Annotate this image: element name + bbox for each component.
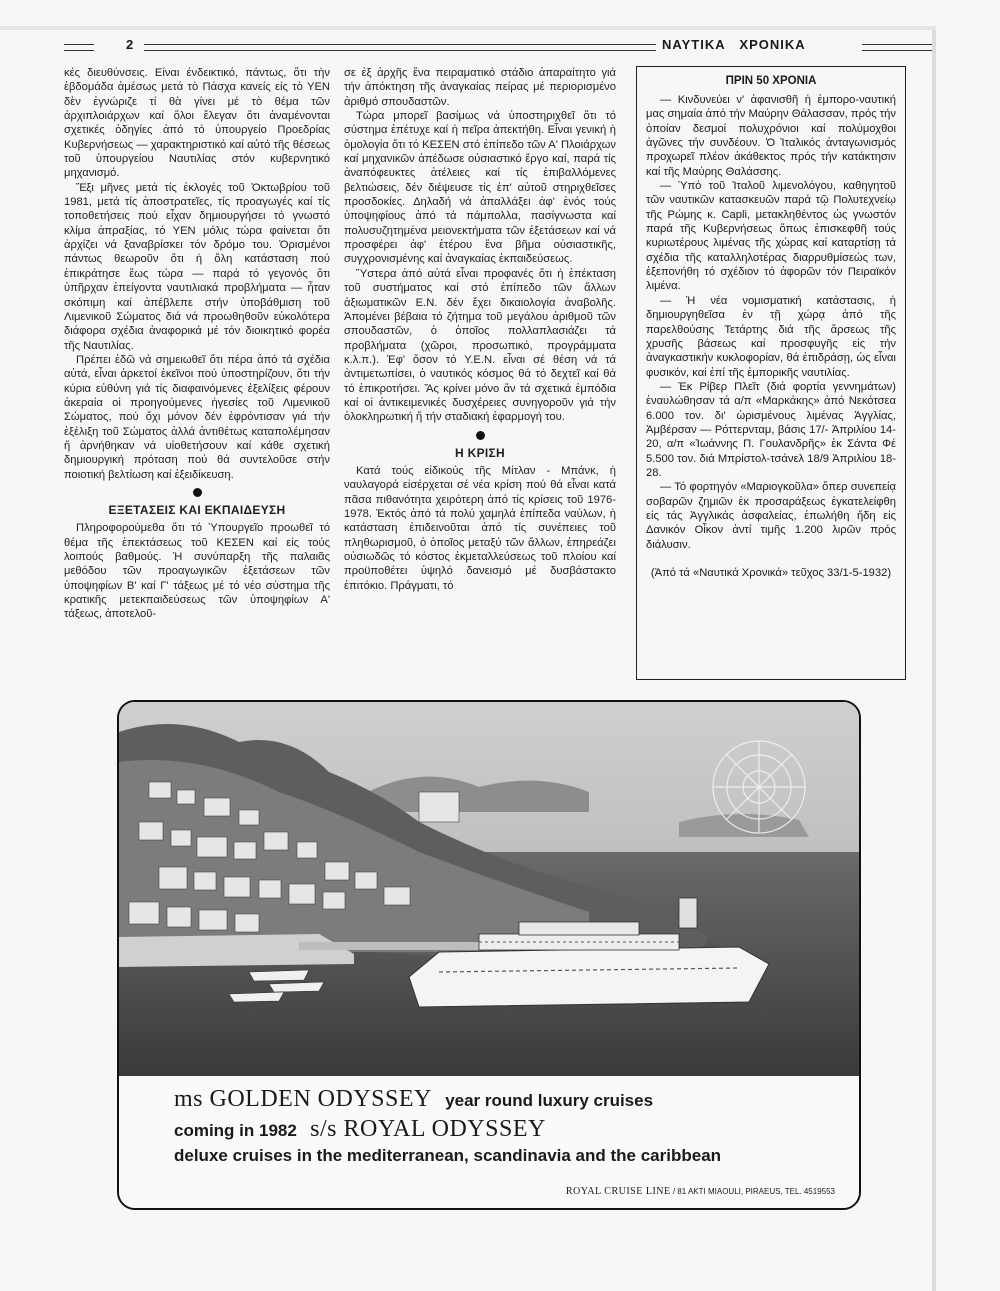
page-number: 2 [126, 37, 134, 52]
page-header [64, 36, 932, 58]
box-source-citation: (Ἀπό τά «Ναυτικά Χρονικά» τεῦχος 33/1-5-1932) [650, 567, 892, 579]
company-name: ROYAL CRUISE LINE [565, 1186, 671, 1197]
box-paragraph: — Ἐκ Ρίβερ Πλεῖτ (διά φορτία γεννημάτων) ἐναυλώθησαν τά α/π «Μαρκάκης» ἀπό Νεκότσεα 6.000 τον. δι' ὡρισμένους λιμένας Ἀγγλίας, Ἀμβέρσαν — Ρόττερνταμ, βάσις 17/- Ἀπριλίου 14-20, α/π «Ἰωάννης Π. Γουλανδρῆς» ἐκ Σάντα Φέ 5.500 τον. διά Μπρίστολ-τσάνελ 18/9 Ἀπριλίου 18-28. [646, 380, 896, 479]
box-paragraph: — Τό φορτηγόν «Μαριογκοῦλα» ὅπερ συνεπείᾳ σοβαρῶν ζημιῶν ἐκ προσαράξεως ἐγκατελείφθη εἰς τάς Ἀγγλικάς ἀσφαλείας, ἐπωλήθη ἤδη εἰς Δανικόν Οἶκον ἀντί τιμῆς 1.200 λιρῶν πρός διάλυσιν. [646, 481, 896, 551]
col2-paragraph: Κατά τούς εἰδικούς τῆς Μίτλαν - Μπάνκ, ἡ ναυλαγορά εἰσέρχεται σέ νέα κρίση πού θά εἶναι κατά πᾶσα πιθανότητα χειρότερη ἀπό τίς κρίσεις τοῦ 1976-1978. Ἐκτός ἀπό τά πολύ χαμηλά ἐπίπεδα ναύλων, ἡ κατάσταση ἐπιδεινοῦται ἀπό τίς συνέπειες τοῦ πληθωρισμοῦ, ὁ ὁποῖος μεταξύ τῶν ἄλλων, ἐπηρεάζει οὐσιωδῶς τό κόστος ἐκμεταλλεύσεως τοῦ πλοίου καί προϋποθέτει ὑψηλό δανεισμό μέ δυσβάστακτο ἐπιτόκιο. Πράγματι, τό [344, 464, 616, 592]
ship-name-golden-odyssey: ms GOLDEN ODYSSEY [174, 1086, 432, 1112]
ship-name-royal-odyssey: s/s ROYAL ODYSSEY [310, 1116, 546, 1142]
header-rule-middle [144, 44, 656, 51]
box-paragraph: — Ὑπό τοῦ Ἰταλοῦ λιμενολόγου, καθηγητοῦ τῶν ναυτικῶν κατασκευῶν παρά τῷ Πολυτεχνείῳ τῆς Ρώμης κ. Capli, μετακληθέντος ὡς γνωστόν παρά τῆς Κυβερνήσεως ὅπως ἐπισκεφθῆ τούς κυριωτέρους λιμένας τῆς χώρας καί καταρτίσῃ τά σχέδια τῆς καταλληλοτέρας διαρρυθμίσεώς των, ἐξεπονήθη τό σχέδιον τό ἀφορῶν τόν Πειραϊκόν λιμένα. [646, 180, 896, 293]
col2-paragraph: Τώρα μπορεῖ βασίμως νά ὑποστηριχθεῖ ὅτι τό σύστημα ἐπέτυχε καί ἡ πεῖρα ἀπεκτήθη. Εἶναι γενική ἡ ὁμολογία ὅτι τό ΚΕΣΕΝ στό ἐπίπεδο τῶν Α' Πλοιάρχων καί μηχανικῶν ἀπέδωσε οὐσιαστικό ἔργο καί, παρά τίς ἀναπόφευκτες ἀτέλειες καί τίς ἐπιβαλλόμενες βελτιώσεις, δέν διέψευσε τίς ἐπ' αὐτοῦ στηριχθεῖσες προσδοκίες. Δηλαδή νά ἀπαλλάξει ἀφ' ἑνός τούς ὑποψηφίους ἀπό τά πάμπολλα, πασίγνωστα καί πολυσυζητημένα μειονεκτήματα τῶν ἐξετάσεων καί νά προσφέρει ἀφ' ἑτέρου ἕνα βῆμα οὐσιαστικῆς, συγχρονισμένης καί ἀναγκαίας ἐκπαιδεύσεως. [344, 110, 616, 266]
col2-paragraph: σε ἐξ ἀρχῆς ἕνα πειραματικό στάδιο ἀπαραίτητο γιά τήν ἀπόκτηση τῆς ἀναγκαίας πείρας μέ περιορισμένο ἀριθμό σπουδαστῶν. [344, 67, 616, 108]
box-paragraph: — Ἡ νέα νομισματική κατάστασις, ἡ δημιουργηθεῖσα ἐν τῇ χώρᾳ ἀπό τῆς παρελθούσης Τετάρτης διά τῆς ἄρσεως τῆς χρυσῆς βάσεως καί προσφυγῆς εἰς τήν ἀναγκαστικήν κυκλοφορίαν, θά ἐπιδράσῃ, ὡς εἶναι φυσικόν, καί ἐπί τῆς ἐμπορικῆς ναυτιλίας. [646, 294, 896, 379]
scan-edge-top [0, 26, 936, 30]
header-rule-left [64, 44, 94, 51]
box-paragraph: — Κινδυνεύει ν' ἀφανισθῆ ἡ ἐμπορο-ναυτική μας σημαία ἀπό τήν Μαύρην Θάλασσαν, πρός τήν ὁποίαν δεσμοί πολυχρόνιοι καί πολύμοχθοι ἀγῶνες τήν συνδέουν. Ὁ Ἰταλικός ἀνταγωνισμός προχωρεῖ πλέον ἀκάθεκτος πρός τήν κατάκτησιν καί τῆς Μαύρης Θαλάσσης. [646, 94, 896, 178]
tagline-year-round: year round luxury cruises [445, 1091, 654, 1110]
box-heading: ΠΡΙΝ 50 ΧΡΟΝΙΑ [725, 75, 817, 87]
publication-title: ΝΑΥΤΙΚΑ ΧΡΟΝΙΚΑ [662, 37, 806, 52]
section-heading-crisis: Η ΚΡΙΣΗ [455, 445, 505, 460]
cruise-advertisement [117, 700, 861, 1210]
coming-1982: coming in 1982 [174, 1121, 297, 1140]
column-2 [344, 66, 616, 593]
column-1 [64, 66, 330, 622]
section-heading-exams: ΕΞΕΤΑΣΕΙΣ ΚΑΙ ΕΚΠΑΙΔΕΥΣΗ [108, 502, 286, 517]
harbor-photo [119, 702, 859, 1076]
col1-paragraph: Ἔξι μῆνες μετά τίς ἐκλογές τοῦ Ὀκτωβρίου τοῦ 1981, μετά τίς ἀποστρατεῖες, τίς προαγωγές καί τίς τοποθετήσεις πού εἶχαν δημιουργήσει τό γνωστό κλίμα ἀπραξίας, τό ΥΕΝ μόλις τώρα φαίνεται ὅτι ἀρχίζει νά ξαναβρίσκει τόν δρόμο του. Ὁρισμένοι πάντως θεωροῦν ὅτι ἡ ὅλη κατάσταση πού ἐπικράτησε ἕως τώρα — παρά τό γεγονός ὅτι ὑπῆρχαν ἐπείγοντα ναυτιλιακά προβλήματα — ἦταν σκόπιμη καί ἀπέβλεπε στήν ὑποβάθμιση τοῦ Λιμενικοῦ Σώματος διά νά προωθηθοῦν εὐκολότερα διάφορα σχέδια ἀναφορικά μέ τόν διοικητικό φορέα τῆς Ναυτιλίας. [64, 181, 330, 352]
col1-paragraph: κές διευθύνσεις. Είναι ένδεικτικό, πάντως, ὅτι τὴν ἑβδομάδα ἀμέσως μετά τὸ Πάσχα κανείς εἰς τὸ ΥΕΝ δὲν ἐγνώριζε τί θὰ γίνει μέ τὸ θέμα τῶν ἀρχιπλοιάρχων καί ὅλοι ἔλεγαν ὅτι ἀναμένονται σχετικές ὁδηγίες ἀπό τό ὑπουργείο Προεδρίας Κυβερνήσεως — χαρακτηριστικό καί αὐτό τῆς θέσεως τοῦ ὑπουργείου Ναυτιλίας στόν κυβερνητικό μηχανισμό. [64, 67, 330, 180]
header-rule-right [862, 44, 932, 51]
section-bullet [193, 488, 202, 497]
section-bullet [476, 431, 485, 440]
advertisement-text [119, 1076, 859, 1208]
company-footer [566, 1186, 835, 1197]
col1-paragraph: Πληροφορούμεθα ὅτι τό Ὑπουργεῖο προωθεῖ τό θέμα τῆς ἐπεκτάσεως τοῦ ΚΕΣΕΝ καί εἰς τούς λοιπούς βαθμούς. Ἡ συνύπαρξη τῆς παλαιᾶς μεθόδου τῶν προαγωγικῶν ἐξετάσεων τῶν ὑποψηφίων Β' καί Γ' τάξεως μέ τό νέο σύστημα τῆς κρατικῆς μετεκπαιδεύσεως τῶν ὑποψηφίων Α' τάξεως, ἀποτελοῦ- [64, 522, 330, 621]
col1-paragraph: Πρέπει ἐδῶ νά σημειωθεῖ ὅτι πέρα ἀπό τά σχέδια αὐτά, εἶναι ἀρκετοί ἐκεῖνοι πού ὑποστηρίζουν, ὅτι τήν κύρια εὐθύνη γιά τίς διαφαινόμενες ἐξελίξεις φέρουν ἀκεραία οἱ προηγούμενες ἡγεσίες τοῦ Λιμενικοῦ Σώματος, πού ὄχι μόνον δέν ἐφρόντισαν γιά τήν ἐξέλιξη τοῦ Σώματος ἀλλά ἀντιθέτως καταπολέμησαν ἤ ἀρνήθηκαν νά υἱοθετήσουν καί κάθε σχετική δημιουργική πρόταση πού θά συντελοῦσε στήν ποιοτική βελτίωση καί ἐξειδίκευση. [64, 353, 330, 481]
sidebar-box-50-years-ago [636, 66, 906, 680]
scan-edge-right [932, 30, 936, 1291]
tagline-deluxe-cruises: deluxe cruises in the mediterranean, scandinavia and the caribbean [174, 1146, 722, 1165]
col2-paragraph: Ὕστερα ἀπό αὐτά εἶναι προφανές ὅτι ἡ ἐπέκταση τοῦ συστήματος καί στό ἐπίπεδο τῶν ἄλλων ἀξιωματικῶν Ε.Ν. δέν ἔχει δικαιολογία ἀναβολῆς. Ἀπομένει βέβαια τό ζήτημα τοῦ μεγάλου ἀριθμοῦ τῶν σπουδαστῶν, ὁ ὁποῖος πολλαπλασιάζει τά προβλήματα (χῶροι, προσωπικό, προγράμματα κ.λ.π.). Ἐφ' ὅσον τό Υ.Ε.Ν. εἶναι σέ θέση νά τά ἀντιμετωπίσει, ὁ ναυτικός κόσμος θά τό δεχτεῖ καί θά τό ἐπικροτήσει. Ἄς κρίνει μόνο ἄν τά σχετικά ἐμπόδια καί οἱ ἀντικειμενικές δυσχέρειες συνηγοροῦν γιά τήν ὁλοκληρωτική ἤ τήν σταδιακή ἐφαρμογή του. [344, 267, 616, 424]
company-address: / 81 AKTI MIAOULI, PIRAEUS, TEL. 4519553 [672, 1187, 835, 1196]
